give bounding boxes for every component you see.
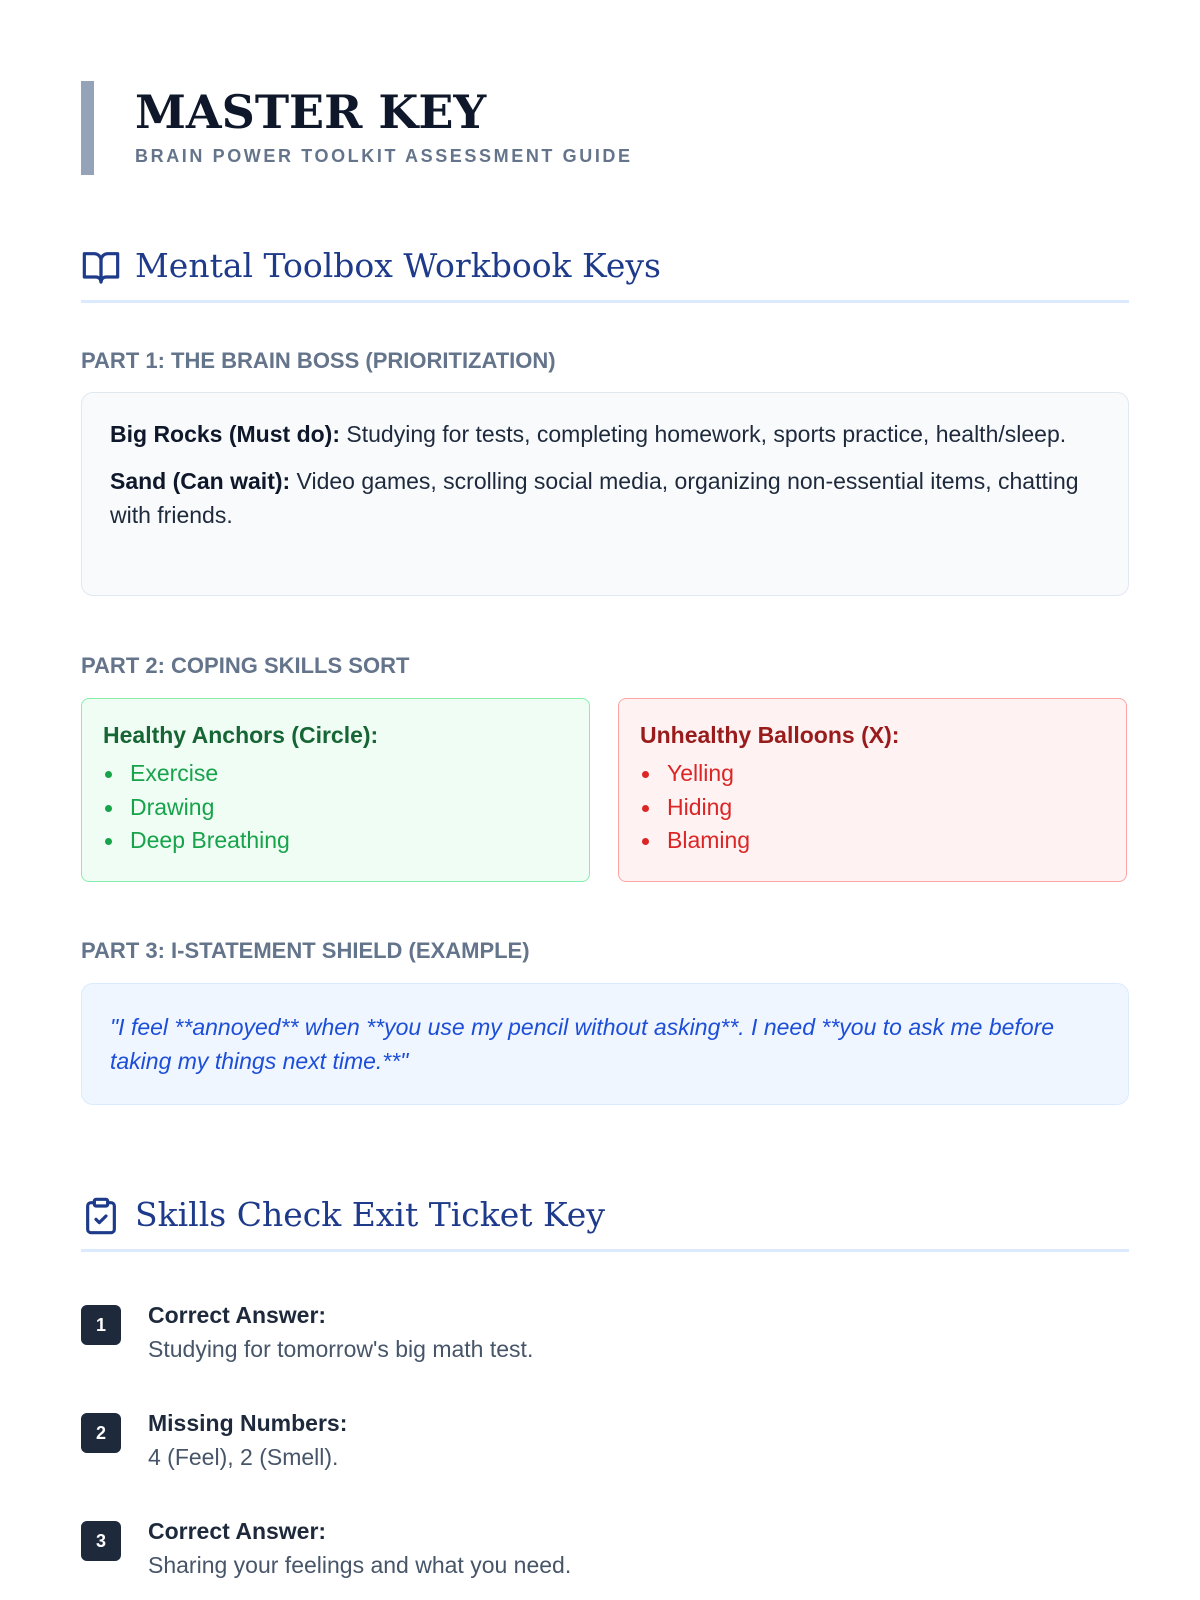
prioritization-answer-box (81, 392, 1129, 596)
sand-answer (110, 464, 1100, 532)
list-item: Deep Breathing (103, 824, 568, 858)
question-number-badge: 2 (81, 1413, 121, 1453)
part2-label: PART 2: COPING SKILLS SORT (81, 653, 410, 678)
i-statement-example: "I feel **annoyed** when **you use my pencil without asking**. I need **you to ask me before taking my things next time.**" (81, 983, 1129, 1105)
answer-text: 4 (Feel), 2 (Smell). (148, 1444, 339, 1470)
workbook-section-title: Mental Toolbox Workbook Keys (135, 246, 661, 285)
answer-label: Missing Numbers: (148, 1410, 348, 1436)
sand-text: Video games, scrolling social media, organizing non-essential items, chatting with friends. (110, 468, 1079, 528)
part3-label: PART 3: I-STATEMENT SHIELD (EXAMPLE) (81, 938, 530, 963)
page-header (81, 81, 1131, 175)
list-item: Drawing (103, 791, 568, 825)
page-subtitle: BRAIN POWER TOOLKIT ASSESSMENT GUIDE (135, 146, 633, 166)
question-number-badge: 1 (81, 1305, 121, 1345)
list-item: Yelling (640, 757, 1105, 791)
list-item: Hiding (640, 791, 1105, 825)
question-number-badge: 3 (81, 1521, 121, 1561)
book-open-icon (81, 247, 121, 287)
exit-ticket-item (81, 1515, 1129, 1595)
part1-label: PART 1: THE BRAIN BOSS (PRIORITIZATION) (81, 348, 556, 373)
exit-ticket-section-heading (81, 1194, 1129, 1252)
big-rocks-label: Big Rocks (Must do): (110, 421, 340, 447)
healthy-anchors-list (103, 757, 568, 858)
answer-label: Correct Answer: (148, 1302, 327, 1328)
answer-label: Correct Answer: (148, 1518, 327, 1544)
unhealthy-balloons-title: Unhealthy Balloons (X): (640, 722, 900, 748)
unhealthy-balloons-box (618, 698, 1127, 882)
answer-text: Sharing your feelings and what you need. (148, 1552, 572, 1578)
exit-ticket-item (81, 1407, 1129, 1487)
exit-ticket-item (81, 1299, 1129, 1379)
healthy-anchors-title: Healthy Anchors (Circle): (103, 722, 379, 748)
sand-label: Sand (Can wait): (110, 468, 291, 494)
exit-ticket-section-title: Skills Check Exit Ticket Key (135, 1195, 605, 1234)
list-item: Exercise (103, 757, 568, 791)
big-rocks-text: Studying for tests, completing homework, sports practice, health/sleep. (340, 421, 1067, 447)
workbook-section-heading (81, 245, 1129, 303)
answer-text: Studying for tomorrow's big math test. (148, 1336, 534, 1362)
unhealthy-balloons-list (640, 757, 1105, 858)
clipboard-check-icon (81, 1196, 121, 1236)
healthy-anchors-box (81, 698, 590, 882)
list-item: Blaming (640, 824, 1105, 858)
page-title: MASTER KEY (135, 85, 487, 139)
big-rocks-answer (110, 417, 1100, 451)
